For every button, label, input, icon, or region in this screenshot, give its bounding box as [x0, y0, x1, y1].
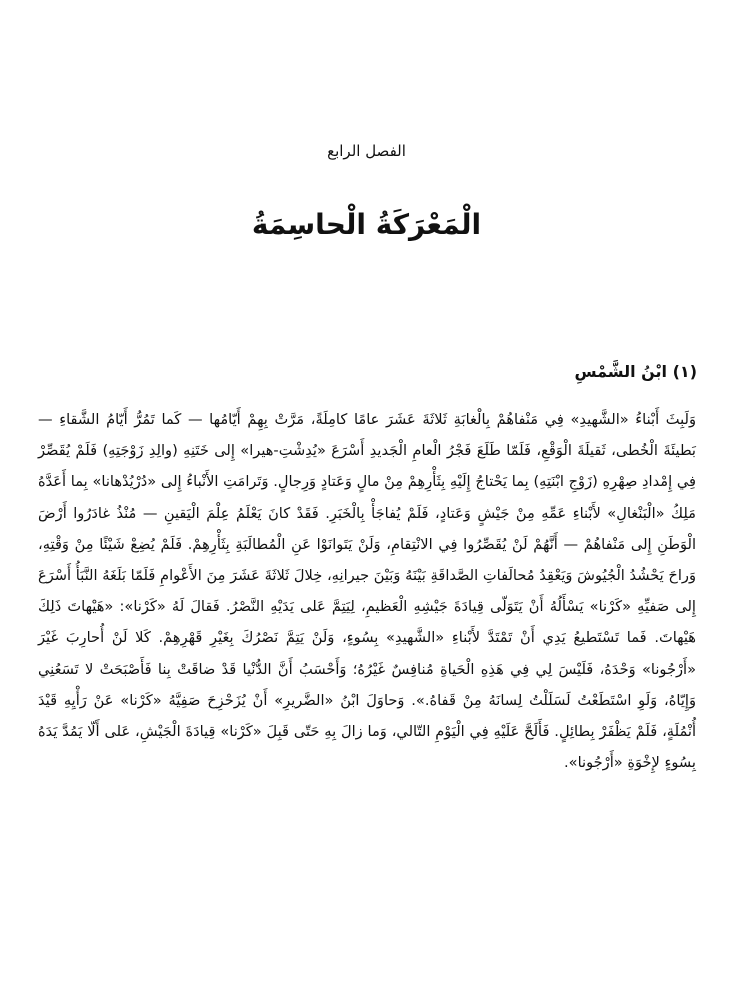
chapter-title: الْمَعْرَكَةُ الْحاسِمَةُ	[251, 208, 482, 241]
section-heading: (١) ابْنُ الشَّمْسِ	[574, 362, 697, 381]
body-paragraph: وَلَبِثَ أَبْناءُ «الشَّهيدِ» فِي مَنْفاهُمْ بِالْغابَةِ ثَلاثَةَ عَشَرَ عامًا كامِلَةً، مَرَّتْ بِهِمْ أَيّامُها — كَما تَمُرُّ أَيّامُ الشَّقاءِ — بَطيئَةَ الْخُطى، ثَقيلَةَ الْوَقْعِ، فَلَمّا طَلَعَ فَجْرُ الْعامِ الْجَديدِ أَسْرَعَ «يُدِشْتِ-هيرا» إِلى خَتَنِهِ (والِدِ زَوْجَتِهِ) فَلَمْ يُقَصِّرْ فِي إِمْدادِ صِهْرِهِ (زَوْجِ ابْنَتِهِ) بِما يَحْتاجُ إِلَيْهِ بِثَأْرِهِمْ مِنْ مالٍ وَعَتادٍ وَرِجالٍ. وَتَرامَتِ الأَنْباءُ إِلى «دُرْيُدْهانا» بِما أَعَدَّهُ مَلِكُ «الْبَنْغالِ» لأَبْناءِ عَمِّهِ مِنْ جَيْشٍ وَعَتادٍ، فَلَمْ يُفاجَأْ بِالْخَبَرِ. فَقَدْ كانَ يَعْلَمُ عِلْمَ الْيَقينِ — مُنْذُ غادَرُوا أَرْضَ الْوَطَنِ إِلى مَنْفاهُمْ — أَنَّهُمْ لَنْ يُقَصِّرُوا فِي الانْتِقامِ، وَلَنْ يَتَوانَوْا عَنِ الْمُطالَبَةِ بِثَأْرِهِمْ. فَلَمْ يُضِعْ شَيْئًا مِنْ وَقْتِهِ، وَراحَ يَحْشُدُ الْجُيُوشَ وَيَعْقِدُ مُحالَفاتِ الصَّداقَةِ بَيْنَهُ وَبَيْنَ جيرانِهِ، خِلالَ ثَلاثَةَ عَشَرَ مِنَ الأَعْوامِ فَلَمّا بَلَغَهُ النَّبَأُ أَسْرَعَ إِلى صَفيِّهِ «كَرْنا» يَسْأَلُهُ أَنْ يَتَوَلّى قِيادَةَ جَيْشِهِ الْعَظيمِ، لِيَتِمَّ عَلى يَدَيْهِ النَّصْرُ. فَقالَ لَهُ «كَرْنا»: «هَيْهاتَ ذَلِكَ هَيْهاتَ. فَما تَسْتَطيعُ يَدِي أَنْ تَمْتَدَّ لأَبْناءِ «الشَّهيدِ» بِسُوءٍ، وَلَنْ يَتِمَّ نَصْرُكَ بِغَيْرِ قَهْرِهِمْ. كَلا لَنْ أُحارِبَ غَيْرَ «أَرْجُونا» وَحْدَهُ، فَلَيْسَ لِي فِي هَذِهِ الْحَياةِ مُنافِسٌ غَيْرُهُ؛ وَأَحْسَبُ أَنَّ الدُّنْيا قَدْ ضاقَتْ بِنا فَأَصْبَحَتْ لا تَسَعُنِي وَإِيّاهُ، وَلَوِ اسْتَطَعْتُ لَسَلَلْتُ لِسانَهُ مِنْ قَفاهُ.». وَحاوَلَ ابْنُ «الضَّريرِ» أَنْ يُزَحْزِحَ صَفِيَّهُ «كَرْنا» عَنْ رَأْيِهِ قَيْدَ أُنْمُلَةٍ، فَلَمْ يَظْفَرْ بِطائِلٍ. فَأَلَحَّ عَلَيْهِ فِي الْيَوْمِ التّالي، وَما زالَ بِهِ حَتّى قَبِلَ «كَرْنا» قِيادَةَ الْجَيْشِ، عَلى أَلّا يَمُدَّ يَدَهُ بِسُوءٍ لإِخْوَةِ «أَرْجُونا».	[38, 411, 696, 772]
chapter-label: الفصل الرابع	[327, 142, 406, 160]
